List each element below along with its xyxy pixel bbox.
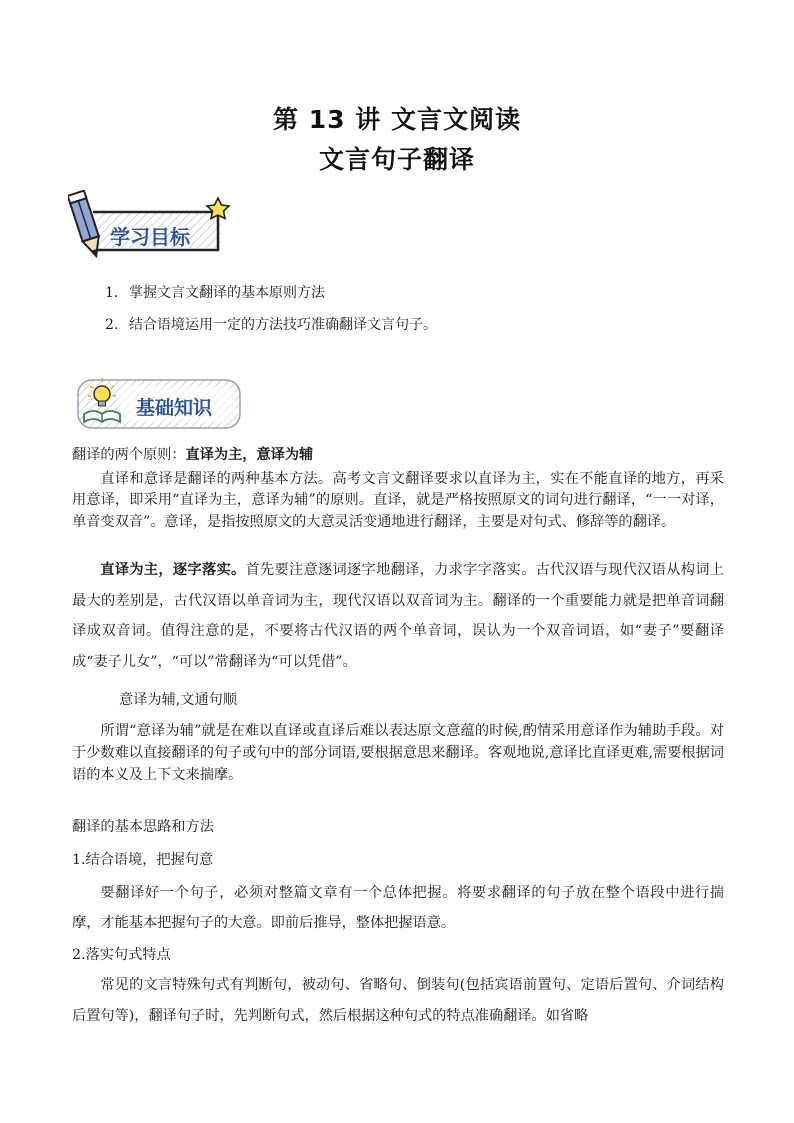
paragraph-direct-free-translation: 直译和意译是翻译的两种基本方法。高考文言文翻译要求以直译为主，实在不能直译的地方，再采用意译，即采用“直译为主，意译为辅”的原则。直译，就是严格按照原文的词句进行翻译，“一一对译，单音变双音”。意译，是指按照原文的大意灵活变通地进行翻译，主要是对句式、修辞等的翻译。 xyxy=(72,471,724,530)
method-2-title: 2.落实句式特点 xyxy=(72,947,171,963)
learning-goals-label: 学习目标 xyxy=(110,225,190,249)
sub-heading-free-translation: 意译为辅,文通句顺 xyxy=(119,692,238,708)
method-1-text: 要翻译好一个句子，必须对整篇文章有一个总体把握。将要求翻译的句子放在整个语段中进行揣摩，才能基本把握句子的大意。即前后推导，整体把握语意。 xyxy=(72,885,724,931)
goal-item: 2. 结合语境运用一定的方法技巧准确翻译文言句子。 xyxy=(105,317,437,333)
method-2-text: 常见的文言特殊句式有判断句，被动句、省略句、倒装句(包括宾语前置句、定语后置句、介词结构后置句等)，翻译句子时，先判断句式，然后根据这种句式的特点准确翻译。如省略 xyxy=(72,977,724,1024)
paragraph-direct-translation: 直译为主，逐字落实。首先要注意逐词逐字地翻译，力求字字落实。古代汉语与现代汉语从构词上最大的差别是，古代汉语以单音词为主，现代汉语以双音词为主。翻译的一个重要能力就是把单音词翻译成双音词。值得注意的是，不要将古代汉语的两个单音词，误认为一个双音词语，如“妻子”要翻译成“妻子儿女”，“可以”常翻译为“可以凭借”。 xyxy=(72,562,724,670)
paragraph-free-translation: 所谓“意译为辅”就是在难以直译或直译后难以表达原文意蕴的时候,酌情采用意译作为辅助手段。对于少数难以直接翻译的句子或句中的部分词语,要根据意思来翻译。客观地说,意译比直译更难,需要根据词语的本义及上下文来揣摩。 xyxy=(72,723,724,783)
learning-goals-badge xyxy=(68,190,233,265)
page-title: 第 13 讲 文言文阅读 xyxy=(273,105,521,134)
goal-item: 1. 掌握文言文翻译的基本原则方法 xyxy=(105,285,325,301)
basic-knowledge-label: 基础知识 xyxy=(136,397,213,419)
method-1-title: 1.结合语境，把握句意 xyxy=(72,852,214,868)
page-subtitle: 文言句子翻译 xyxy=(318,145,475,174)
methods-heading: 翻译的基本思路和方法 xyxy=(72,819,214,835)
principles-heading: 翻译的两个原则：直译为主，意译为辅 xyxy=(72,447,314,463)
goals-list xyxy=(105,283,725,347)
basic-knowledge-badge xyxy=(74,374,244,434)
